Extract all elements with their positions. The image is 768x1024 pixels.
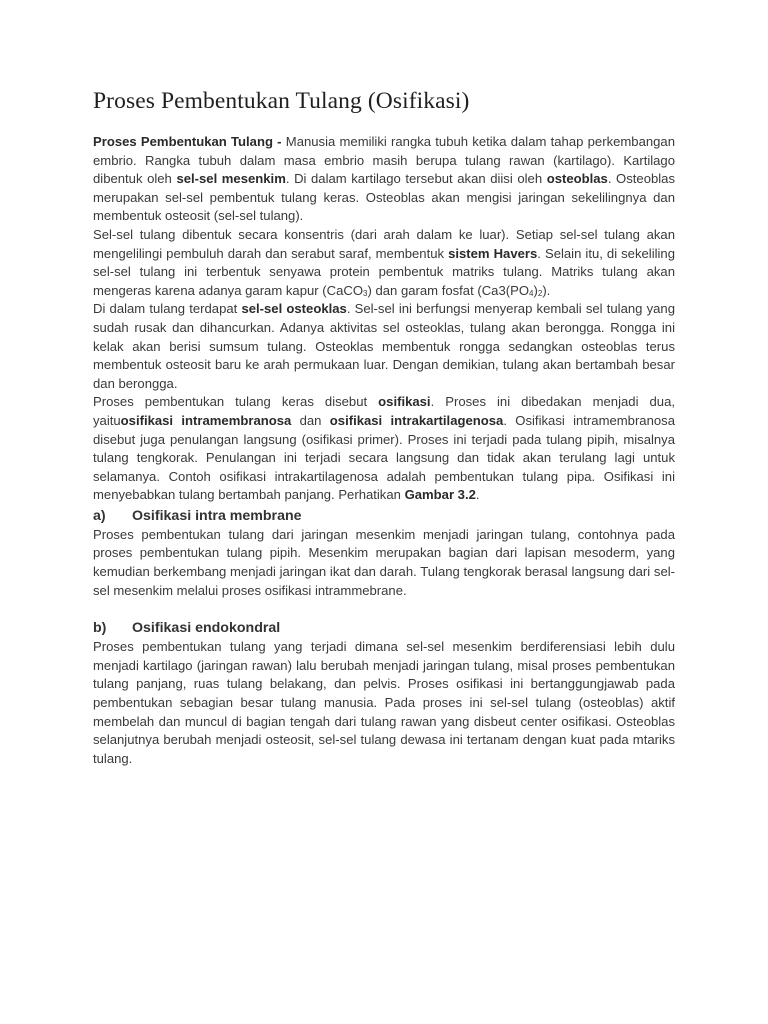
text-run: ). (542, 282, 551, 298)
text-run: . Di dalam kartilago tersebut akan diisi oleh (285, 171, 547, 187)
text-run: Manusia memiliki rangka tubuh ketika dalam tahap perkembangan embrio. Rangka tubuh dalam masa embrio masih berupa tulang rawan (kartilago). Kartilago dibentuk oleh (93, 134, 675, 187)
text-run: Sel-sel tulang dibentuk secara konsentris (dari arah dalam ke luar). Setiap sel-sel tulang akan mengelilingi pembuluh darah dan serabut saraf, membentuk (93, 226, 675, 261)
bold-term: sistem Havers (448, 245, 538, 261)
bold-term: osifikasi intramembranosa (120, 412, 292, 428)
bold-term: osteoblas (546, 171, 608, 187)
section-b-text: Proses pembentukan tulang yang terjadi dimana sel-sel mesenkim berdiferensiasi lebih dulu menjadi kartilago (jaringan rawan) lalu berubah menjadi jaringan tulang, misal proses pembentukan tulang panjang, ruas tulang belakang, dan pelvis. Proses osifikasi ini bertanggungjawab pada pembentukan sebagian besar tulang manusia. Pada proses ini sel-sel tulang (osteoblas) aktif membelah dan muncul di bagian tengah dari tulang rawan yang disbeut center osifikasi. Osteoblas selanjutnya berubah menjadi osteosit, sel-sel tulang dewasa ini tertanam dengan kuat pada mtariks tulang. (93, 639, 675, 766)
section-a-title: Osifikasi intra membrane (132, 507, 302, 524)
paragraph-osteoklas (93, 300, 675, 393)
text-run: . Osteoblas merupakan sel-sel pembentuk tulang keras. Osteoblas akan mengisi jaringan sekelilingnya dan membentuk osteosit (sel-sel tulang). (93, 171, 676, 224)
section-b-heading (93, 618, 675, 638)
paragraph-intro (93, 133, 675, 226)
text-run: . Osifikasi intramembranosa disebut juga penulangan langsung (osifikasi primer). Proses ini terjadi pada tulang pipih, misalnya tulang tengkorak. Penulangan ini terjadi secara langsung dan tidak akan terulang lagi untuk selamanya. Contoh osifikasi intrakartilagenosa adalah pembentukan tulang pipa. Osifikasi ini menyebabkan tulang bertambah panjang. Perhatikan (93, 412, 675, 503)
section-a-text: Proses pembentukan tulang dari jaringan mesenkim menjadi jaringan tulang, contohnya pada proses pembentukan tulang pipih. Mesenkim merupakan bagian dari lapisan mesoderm, yang kemudian berkembang menjadi jaringan ikat dan darah. Tulang tengkorak berasal langsung dari sel-sel mesenkim melalui proses osifikasi intrammebrane. (93, 526, 675, 598)
text-run: . Selain itu, di sekeliling sel-sel tulang ini terbentuk senyawa protein pembentuk matriks tulang. Matriks tulang akan mengeras karena adanya garam kapur (CaCO (93, 245, 675, 298)
text-run: dan (291, 412, 330, 428)
text-run: . Proses ini dibedakan menjadi dua, yaitu (93, 394, 675, 428)
page-title: Proses Pembentukan Tulang (Osifikasi) (93, 88, 470, 114)
text-run: . (475, 487, 480, 503)
section-b-title: Osifikasi endokondral (132, 620, 281, 637)
text-run: ) dan garam fosfat (Ca3(PO (367, 282, 530, 298)
text-run: . Sel-sel ini berfungsi menyerap kembali sel tulang yang sudah rusak dan dihancurkan. Adanya aktivitas sel osteoklas, tulang akan berongga. Rongga ini kelak akan berisi sumsum tulang. Osteoklas membentuk rongga sedangkan osteoblas terus membentuk osteosit baru ke arah permukaan luar. Dengan demikian, tulang akan bertambah besar dan berongga. (93, 301, 675, 391)
text-run: ) (533, 282, 538, 298)
bold-term: sel-sel osteoklas (241, 301, 347, 317)
section-a-heading (93, 506, 675, 526)
paragraph-havers (93, 226, 675, 300)
bold-term: osifikasi intrakartilagenosa (329, 412, 504, 428)
subscript: 2 (537, 288, 543, 298)
bold-term: osifikasi (378, 394, 431, 410)
section-a-letter: a) (93, 507, 106, 524)
section-b-letter: b) (93, 620, 107, 637)
subscript: 4 (529, 288, 534, 298)
text-run: Di dalam tulang terdapat (93, 301, 242, 317)
document-content (93, 88, 675, 768)
text-run: Proses pembentukan tulang keras disebut (93, 394, 379, 410)
bold-term: Proses Pembentukan Tulang - (93, 134, 282, 149)
bold-term: Gambar 3.2 (404, 487, 476, 503)
bold-term: sel-sel mesenkim (176, 171, 286, 187)
paragraph-osifikasi (93, 393, 675, 505)
subscript: 3 (363, 288, 368, 298)
